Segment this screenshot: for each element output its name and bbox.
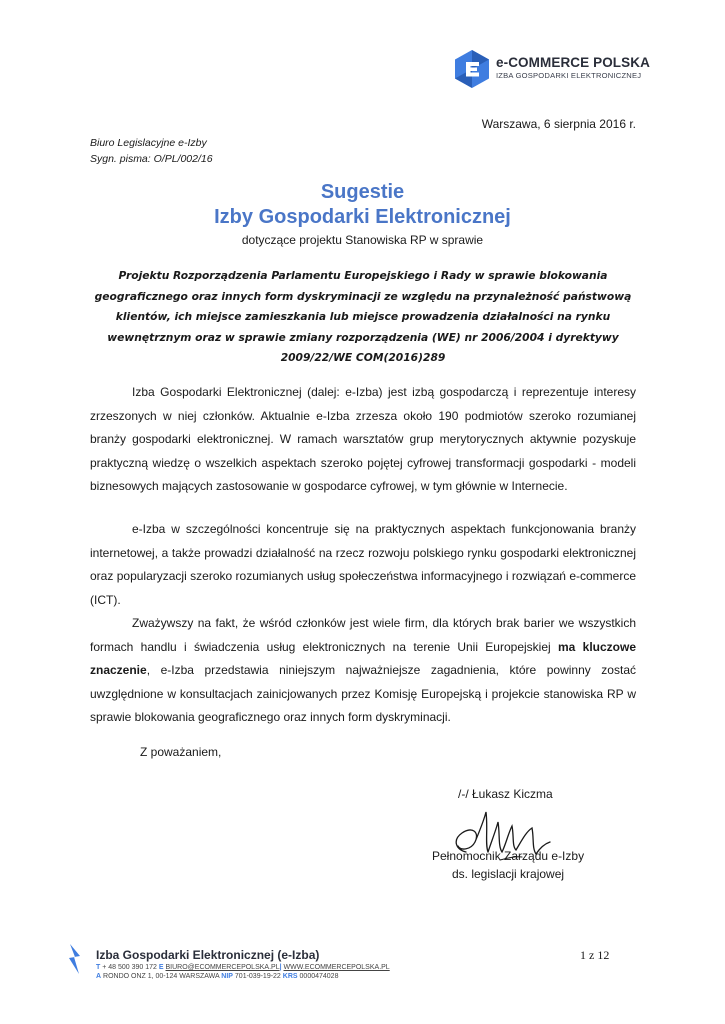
footer-contact-line [96, 964, 390, 971]
paragraph-text [90, 612, 636, 730]
letter-meta [90, 135, 213, 167]
reference-number: Sygn. pisma: O/PL/002/16 [90, 153, 213, 165]
document-title-organization: Izby Gospodarki Elektronicznej [214, 206, 511, 228]
document-subtitle: dotyczące projektu Stanowiska RP w sprawie [241, 233, 484, 247]
footer-logo-icon [68, 944, 82, 974]
footer-address-line [96, 973, 338, 980]
nip-label: NIP [221, 973, 233, 980]
footer-email-link[interactable]: BIURO@ECOMMERCEPOLSKA.PL [165, 964, 280, 971]
project-title-line: Projektu Rozporządzenia Parlamentu Europejskiego i Rady w sprawie blokowania [118, 269, 608, 282]
logo-subtitle: IZBA GOSPODARKI ELEKTRONICZNEJ [496, 71, 642, 80]
footer-separator: | [279, 964, 282, 971]
project-title-line: wewnętrznym oraz w sprawie zmiany rozporządzenia (WE) nr 2006/2004 i dyrektywy [107, 330, 619, 344]
footer-organization-name: Izba Gospodarki Elektronicznej (e-Izba) [96, 948, 320, 962]
project-title [90, 266, 636, 369]
footer-krs: 0000474028 [299, 973, 339, 980]
signer-department: ds. legislacji krajowej [452, 867, 565, 881]
closing-salutation: Z poważaniem, [140, 745, 222, 759]
ecommerce-polska-logo [452, 49, 650, 89]
footer-nip: 701-039-19-22 [234, 973, 281, 980]
email-label: E [158, 964, 164, 971]
page-number: 1 z 12 [580, 948, 610, 962]
emphasis-text: ma kluczowe znaczenie [90, 639, 637, 677]
letter-date: Warszawa, 6 sierpnia 2016 r. [481, 117, 636, 131]
body-paragraph [90, 381, 636, 499]
hexagon-e-icon [452, 49, 492, 89]
signer-name: /-/ Łukasz Kiczma [458, 787, 553, 801]
body-paragraph [90, 612, 636, 730]
project-title-line: klientów, ich miejsce zamieszkania lub miejsce prowadzenia działalności na rynku [115, 310, 611, 324]
krs-label: KRS [282, 973, 298, 980]
phone-label: T [96, 964, 101, 971]
footer-website-link[interactable]: WWW.ECOMMERCEPOLSKA.PL [283, 964, 390, 971]
paragraph-text-part: Zważywszy na fakt, że wśród członków jest wiele firm, dla których brak barier we wszystkich formach handlu i świadczenia usług elektronicznych na terenie Unii Europejskiej [90, 616, 636, 654]
project-title-line: 2009/22/WE COM(2016)289 [280, 351, 446, 365]
document-title: Sugestie [320, 181, 405, 203]
footer-address: RONDO ONZ 1, 00-124 WARSZAWA [103, 973, 220, 980]
paragraph-text: e-Izba w szczególności koncentruje się na praktycznych aspektach funkcjonowania branży internetowej, a także prowadzi działalność na rzecz rozwoju polskiego rynku gospodarki elektronicznej oraz popularyzacji szeroko rozumianych usług społeczeństwa informacyjnego i rozwiązań e-commerce (ICT). [90, 522, 636, 607]
signer-role: Pełnomocnik Zarządu e-Izby [432, 849, 585, 863]
paragraph-text-part: , e-Izba przedstawia niniejszym najważniejsze zagadnienia, które powinny zostać uwzględnione w konsultacjach zainicjowanych przez Komisję Europejską i projekcie stanowiska RP w sprawie blokowania geograficznego oraz innych form dyskryminacji. [90, 663, 636, 724]
project-title-line: geograficznego oraz innych form dyskryminacji ze względu na przynależność państwową [94, 289, 632, 303]
office-name: Biuro Legislacyjne e-Izby [90, 137, 207, 149]
address-label: A [96, 973, 102, 980]
body-paragraph [90, 518, 636, 612]
paragraph-text: Izba Gospodarki Elektronicznej (dalej: e-Izba) jest izbą gospodarczą i reprezentuje interesy zrzeszonych w niej członków. Aktualnie e-Izba zrzesza około 190 podmiotów szeroko rozumianej branży gospodarki elektronicznej. W ramach warsztatów grup merytorycznych aktywnie pozyskuje praktyczną wiedzę o wszelkich aspektach szeroko pojętej cyfrowej transformacji gospodarki - modeli biznesowych mających zastosowanie w gospodarce cyfrowej, w tym głównie w Internecie. [90, 385, 636, 493]
logo-name: e-COMMERCE POLSKA [496, 55, 650, 70]
footer-phone: + 48 500 390 172 [102, 964, 157, 971]
